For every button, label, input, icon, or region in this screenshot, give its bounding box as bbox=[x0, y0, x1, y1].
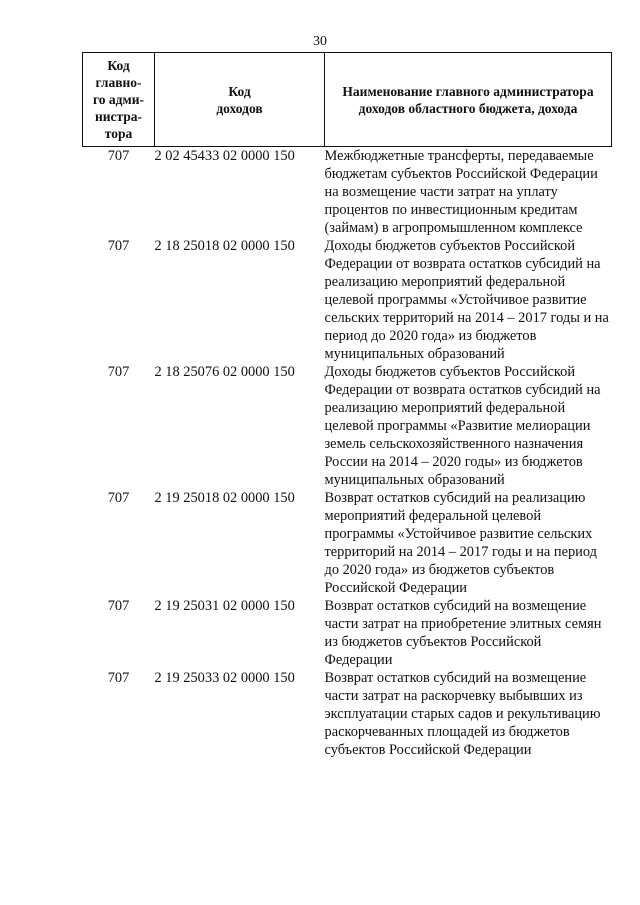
income-name-cell: Доходы бюджетов субъектов Российской Федерации от возврата остатков субсидий на реализацию мероприятий федеральной целевой программы «Развитие мелиорации земель сельскохозяйственного назначения России на 2014 – 2020 годы» из бюджетов муниципальных образований bbox=[324, 364, 601, 488]
table-row bbox=[83, 489, 612, 597]
income-name-cell: Доходы бюджетов субъектов Российской Федерации от возврата остатков субсидий на реализацию мероприятий федеральной целевой программы «Устойчивое развитие сельских территорий на 2014 – 2017 годы и на период до 2020 года» из бюджетов муниципальных образований bbox=[324, 238, 609, 362]
income-code-cell: 2 19 25018 02 0000 150 bbox=[154, 490, 295, 506]
admin-code-cell: 707 bbox=[107, 364, 130, 380]
admin-code-cell: 707 bbox=[107, 148, 130, 164]
table-row bbox=[83, 597, 612, 669]
income-code-cell: 2 18 25076 02 0000 150 bbox=[154, 364, 295, 380]
income-name-cell: Возврат остатков субсидий на возмещение части затрат на раскорчевку выбывших из эксплуатации старых садов и рекультивацию раскорчеванных площадей из бюджетов субъектов Российской Федерации bbox=[324, 670, 601, 758]
admin-code-cell: 707 bbox=[107, 238, 130, 254]
table-row bbox=[83, 363, 612, 489]
income-code-cell: 2 02 45433 02 0000 150 bbox=[154, 148, 295, 164]
table-header-row bbox=[83, 53, 612, 147]
page-number: 30 bbox=[313, 34, 327, 49]
income-name-cell: Возврат остатков субсидий на реализацию мероприятий федеральной целевой программы «Устойчивое развитие сельских территорий на 2014 – 2017 годы и на период до 2020 года» из бюджетов субъектов Российской Федерации bbox=[324, 490, 597, 596]
table-row bbox=[83, 669, 612, 759]
income-code-cell: 2 18 25018 02 0000 150 bbox=[154, 238, 295, 254]
income-code-cell: 2 19 25031 02 0000 150 bbox=[154, 598, 295, 614]
table-row bbox=[83, 237, 612, 363]
income-codes-table bbox=[82, 52, 612, 759]
income-code-cell: 2 19 25033 02 0000 150 bbox=[154, 670, 295, 686]
table-row bbox=[83, 147, 612, 238]
header-admin-code: Код главно- го адми- нистра- тора bbox=[83, 53, 155, 147]
admin-code-cell: 707 bbox=[107, 598, 130, 614]
admin-code-cell: 707 bbox=[107, 670, 130, 686]
income-name-cell: Возврат остатков субсидий на возмещение части затрат на приобретение элитных семян из бюджетов субъектов Российской Федерации bbox=[324, 598, 602, 668]
header-name: Наименование главного администратора доходов областного бюджета, дохода bbox=[325, 53, 612, 147]
income-name-cell: Межбюджетные трансферты, передаваемые бюджетам субъектов Российской Федерации на возмещение части затрат на уплату процентов по инвестиционным кредитам (займам) в агропромышленном комплексе bbox=[324, 148, 598, 236]
admin-code-cell: 707 bbox=[107, 490, 130, 506]
header-income-code: Код доходов bbox=[155, 53, 325, 147]
